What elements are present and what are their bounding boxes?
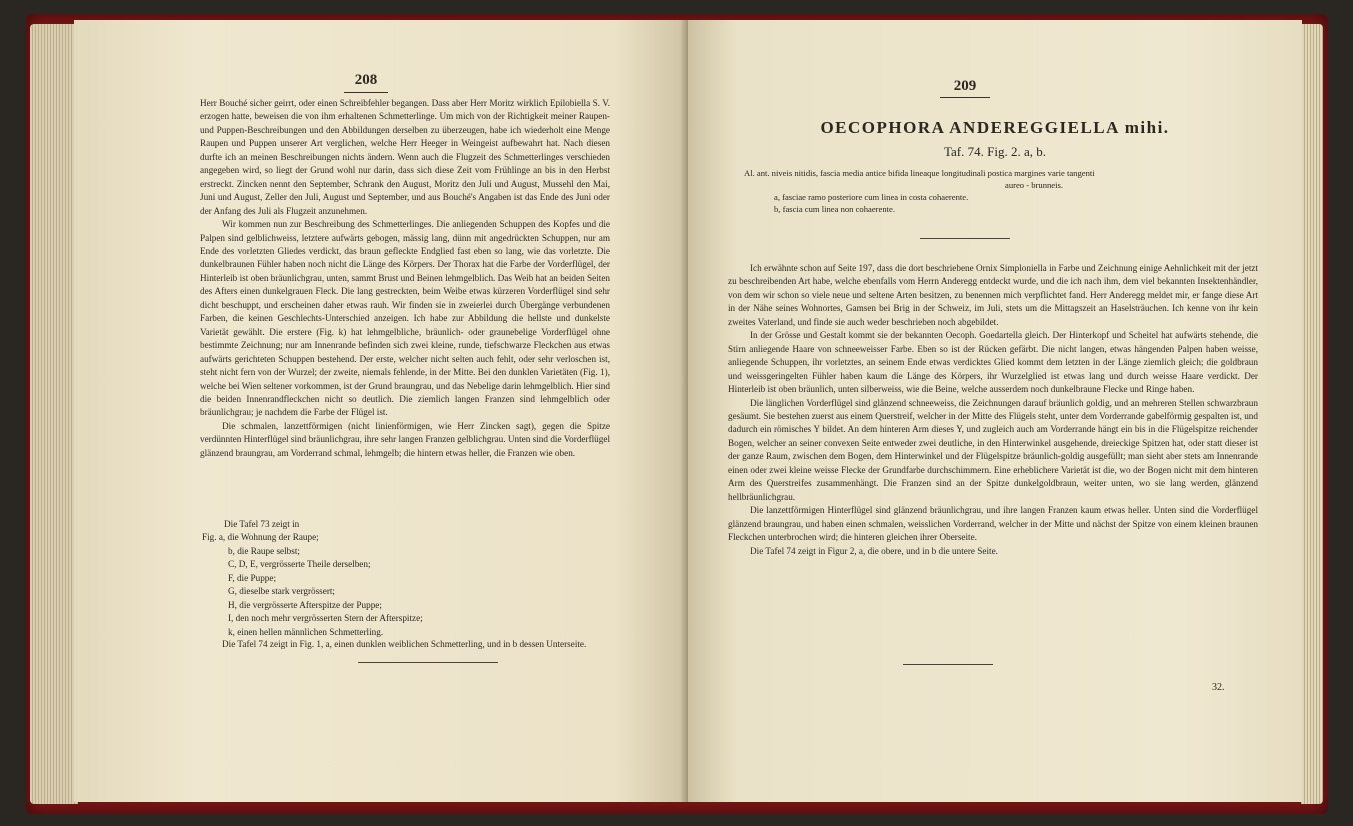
paragraph: Herr Bouché sicher geirrt, oder einen Schreibfehler begangen. Dass aber Herr Moritz wirklich Epilobiella S. V. erzogen hatte, beweisen die von ihm erhaltenen Schmetterlinge. Um mich von der Richtigkeit meiner Raupen- und Puppen-Beschreibungen und den Abbildungen derselben zu überzeugen, habe ich wiederholt eine Menge Raupen und Puppen unserer Art verglichen, welche Herr Heeger in Weingeist aufbewahrt hat. Nach diesen durfte ich an meinen Beschreibungen nichts ändern. Wenn auch die Flugzeit des Schmetterlinges verschieden angegeben wird, so liegt der Grund wohl nur darin, dass sich diese Zeit vom Frühlinge an bis in den Herbst erstreckt. Zincken nennt den September, Schrank den August, Moritz den Juli und August, Mussehl den Mai, Juni und August, Zeller den Juli, August und September, und aus Bouché's Angaben ist das Ende des Juni oder der Anfang des Juli als Flugzeit anzunehmen.: [200, 98, 610, 216]
list-item: G, dieselbe stark vergrössert;: [228, 586, 335, 597]
latin-line: Al. ant. niveis nitidis, fascia media antice bifida lineaque longitudinali postica margines varie tangenti: [744, 168, 1095, 178]
signature-mark: 32.: [1212, 682, 1225, 693]
plate-reference: Taf. 74. Fig. 2. a, b.: [944, 144, 1046, 159]
list-item: F, die Puppe;: [228, 572, 277, 583]
latin-diagnosis: [744, 167, 1264, 215]
species-title: OECOPHORA ANDEREGGIELLA mihi.: [820, 118, 1170, 137]
body-text: [200, 97, 610, 460]
section-rule: [920, 238, 1010, 239]
end-rule: [903, 664, 993, 665]
paragraph: Die länglichen Vorderflügel sind glänzend schneeweiss, die Zeichnungen darauf bräunlich goldig, und an mehreren Stellen schwarzbraun gesäumt. Sie bestehen zuerst aus einem Querstreif, welcher in der Mitte des Flügels steht, unter dem Vorderrande gabelförmig gespalten ist, und dadurch ein römisches Y bildet. An dem hinteren Arm dieses Y, und zugleich auch am Vorderrande hängt ein bis in die Flügelspitze reichender Bogen, welcher an seiner convexen Seite entweder zwei deutliche, in den Hinterwinkel ausgehende, dreieckige Spitzen hat, oder statt dieser ist der ganze Raum, zwischen dem Bogen, dem Hinterwinkel und der Flügelspitze bräunlich-goldig ausgefüllt; man sieht aber stets am Innenrande einen oder zwei kleine weisse Flecke der Grundfarbe durchschimmern. Eine erheblichere Varietät ist die, wo der Bogen nicht mit dem hinteren Arm des Querstreifes zusammenhängt. Die Franzen sind an der Spitze dunkelgoldbraun, weiter unten, wo sie lang werden, glänzend hellbräunlichgrau.: [728, 397, 1258, 502]
left-page: [74, 20, 688, 802]
plate-intro: Die Tafel 73 zeigt in: [224, 519, 300, 529]
paragraph: Ich erwähnte schon auf Seite 197, dass die dort beschriebene Ornix Simploniella in Farbe und Zeichnung einige Aehnlichkeit mit der jetzt zu beschreibenden Art habe, welche ebenfalls vom Herrn Anderegg entdeckt wurde, und die ich nach ihm, dem viel bekannten Insektenhändler, von dem wir schon so viele neue und seltene Arten besitzen, zu benennen mich verpflichtet fand. Herr Anderegg meldet mir, er fange diese Art in der Nähe seines Wohnortes, Gamsen bei Brig in der Schweiz, im Juli, stets um die Mittagszeit an Haselsträuchen. Ich kenne von ihr kein zweites Vaterland, und finde sie auch weder beschrieben noch abgebildet.: [728, 263, 1258, 327]
paragraph: Die schmalen, lanzettförmigen (nicht linienförmigen, wie Herr Zincken sagt), gegen die Spitze verdünnten Hinterflügel sind bräunlichgrau, ihre sehr langen Franzen gelblichgrau. Unten sind die Vorderflügel glänzend braungrau, am Vorderrand schmal, lehmgelb; die hintern etwas heller, die Franzen wie oben.: [200, 420, 610, 458]
page-edges-right: [1301, 24, 1323, 804]
paragraph: In der Grösse und Gestalt kommt sie der bekannten Oecoph. Goedartella gleich. Der Hinterkopf und Scheitel hat aufwärts stehende, die Stirn anliegende Haare von schneeweisser Farbe. Eben so ist der Rücken gefärbt. Die nicht langen, etwas hängenden Palpen haben weisse, anliegende Schuppen, ihr vorletztes, an seinem Ende etwas verdicktes Glied kommt dem letzten in der Länge ziemlich gleich; die goldbraun und weissgeringelten Fühler haben kaum die Länge des Körpers, ihr Wurzelglied ist etwas lang und durch weisse Haare verdickt. Der Hinterleib ist oben bräunlich, unten silberweiss, wie die Beine, welche ausserdem noch dunkelbraune Flecke und Ringe haben.: [728, 330, 1258, 395]
latin-line: a, fasciae ramo posteriore cum linea in costa cohaerente.: [774, 192, 969, 202]
list-item: C, D, E, vergrösserte Theile derselben;: [228, 559, 371, 570]
list-item: I, den noch mehr vergrösserten Stern der Afterspitze;: [228, 613, 423, 624]
page-number: 208: [354, 72, 378, 88]
latin-line: b, fascia cum linea non cohaerente.: [774, 204, 895, 214]
list-item: Fig. a, die Wohnung der Raupe;: [202, 532, 319, 543]
paragraph: Die Tafel 74 zeigt in Figur 2, a, die obere, und in b die untere Seite.: [750, 545, 998, 556]
paragraph: Die Tafel 74 zeigt in Fig. 1, a, einen dunklen weiblichen Schmetterling, und in b dessen Unterseite.: [222, 639, 587, 649]
right-page: [688, 20, 1302, 802]
end-rule: [358, 662, 498, 663]
list-item: b, die Raupe selbst;: [228, 545, 300, 556]
paragraph: Wir kommen nun zur Beschreibung des Schmetterlinges. Die anliegenden Schuppen des Kopfes und die Palpen sind gelblichweiss, letztere aufwärts gebogen, mässig lang, dünn mit angedrückten Schuppen, nur am Ende des vorletzten Gliedes verdickt, das braun gefleckte Endglied fast eben so lang, wie das vorletzte. Die dunkelbraunen Fühler haben noch nicht die Länge des Körpers. Der Thorax hat die Farbe der Vorderflügel, der Hinterleib ist oben bräunlichgrau, unten, sammt Brust und Beinen lehmgelblich. Das Weib hat an beiden Seiten des Afters einen dunkelgrauen Fleck. Die lang gestreckten, beim Weibe etwas kürzeren Vorderflügel sind sehr dicht beschuppt, und erscheinen daher etwas rauh. Wir finden sie in zweierlei durch Übergänge verbundenen Farben, die keinen Geschlechts-Unterschied anzeigen. Ich habe zur Abbildung die hellste und dunkelste Varietät gewählt. Die erstere (Fig. k) hat lehmgelbliche, bräunlich- oder graunebelige Vorderflügel ohne bestimmte Zeichnung; nur am Innenrande befinden sich zwei kleine, runde, tiefschwarze Fleckchen aus etwas aufwärts gerichteten Schuppen bestehend. Der erste, welcher nicht selten auch fehlt, oder sehr verloschen ist, steht nicht fern von der Wurzel; der zweite, niemals fehlende, in der Mitte. Bei den dunklen Varietäten (Fig. 1), welche bei Wien seltener vorkommen, ist der Grund braungrau, und das Nebelige darin lehmgelblich. Hier sind die beiden Innenrandfleckchen nicht so deutlich. Die ziemlich langen Franzen sind lehmgelblich oder bräunlichgrau; je nachdem die Farbe der Flügel ist.: [200, 219, 610, 418]
figure-list: [202, 518, 604, 639]
page-number-rule: [344, 92, 388, 93]
body-text: [728, 262, 1258, 558]
closing-text: [200, 638, 610, 651]
page-edges-left: [30, 24, 78, 804]
list-item: H, die vergrösserte Afterspitze der Puppe;: [228, 599, 382, 610]
latin-line: aureo - brunneis.: [1005, 180, 1063, 190]
list-item: k, einen hellen männlichen Schmetterling.: [228, 626, 384, 637]
page-number: 209: [953, 78, 977, 94]
paragraph: Die lanzettförmigen Hinterflügel sind glänzend bräunlichgrau, und ihre langen Franzen kaum etwas heller. Unten sind die Vorderflügel glänzend braungrau, und haben einen schmalen, weisslichen Vorderrand, welcher in der Mitte und nächst der Spitze von einem kleinen braunen Fleckchen unterbrochen wird; die hinteren gleichen ihrer Oberseite.: [728, 505, 1258, 543]
page-number-rule: [940, 97, 990, 98]
